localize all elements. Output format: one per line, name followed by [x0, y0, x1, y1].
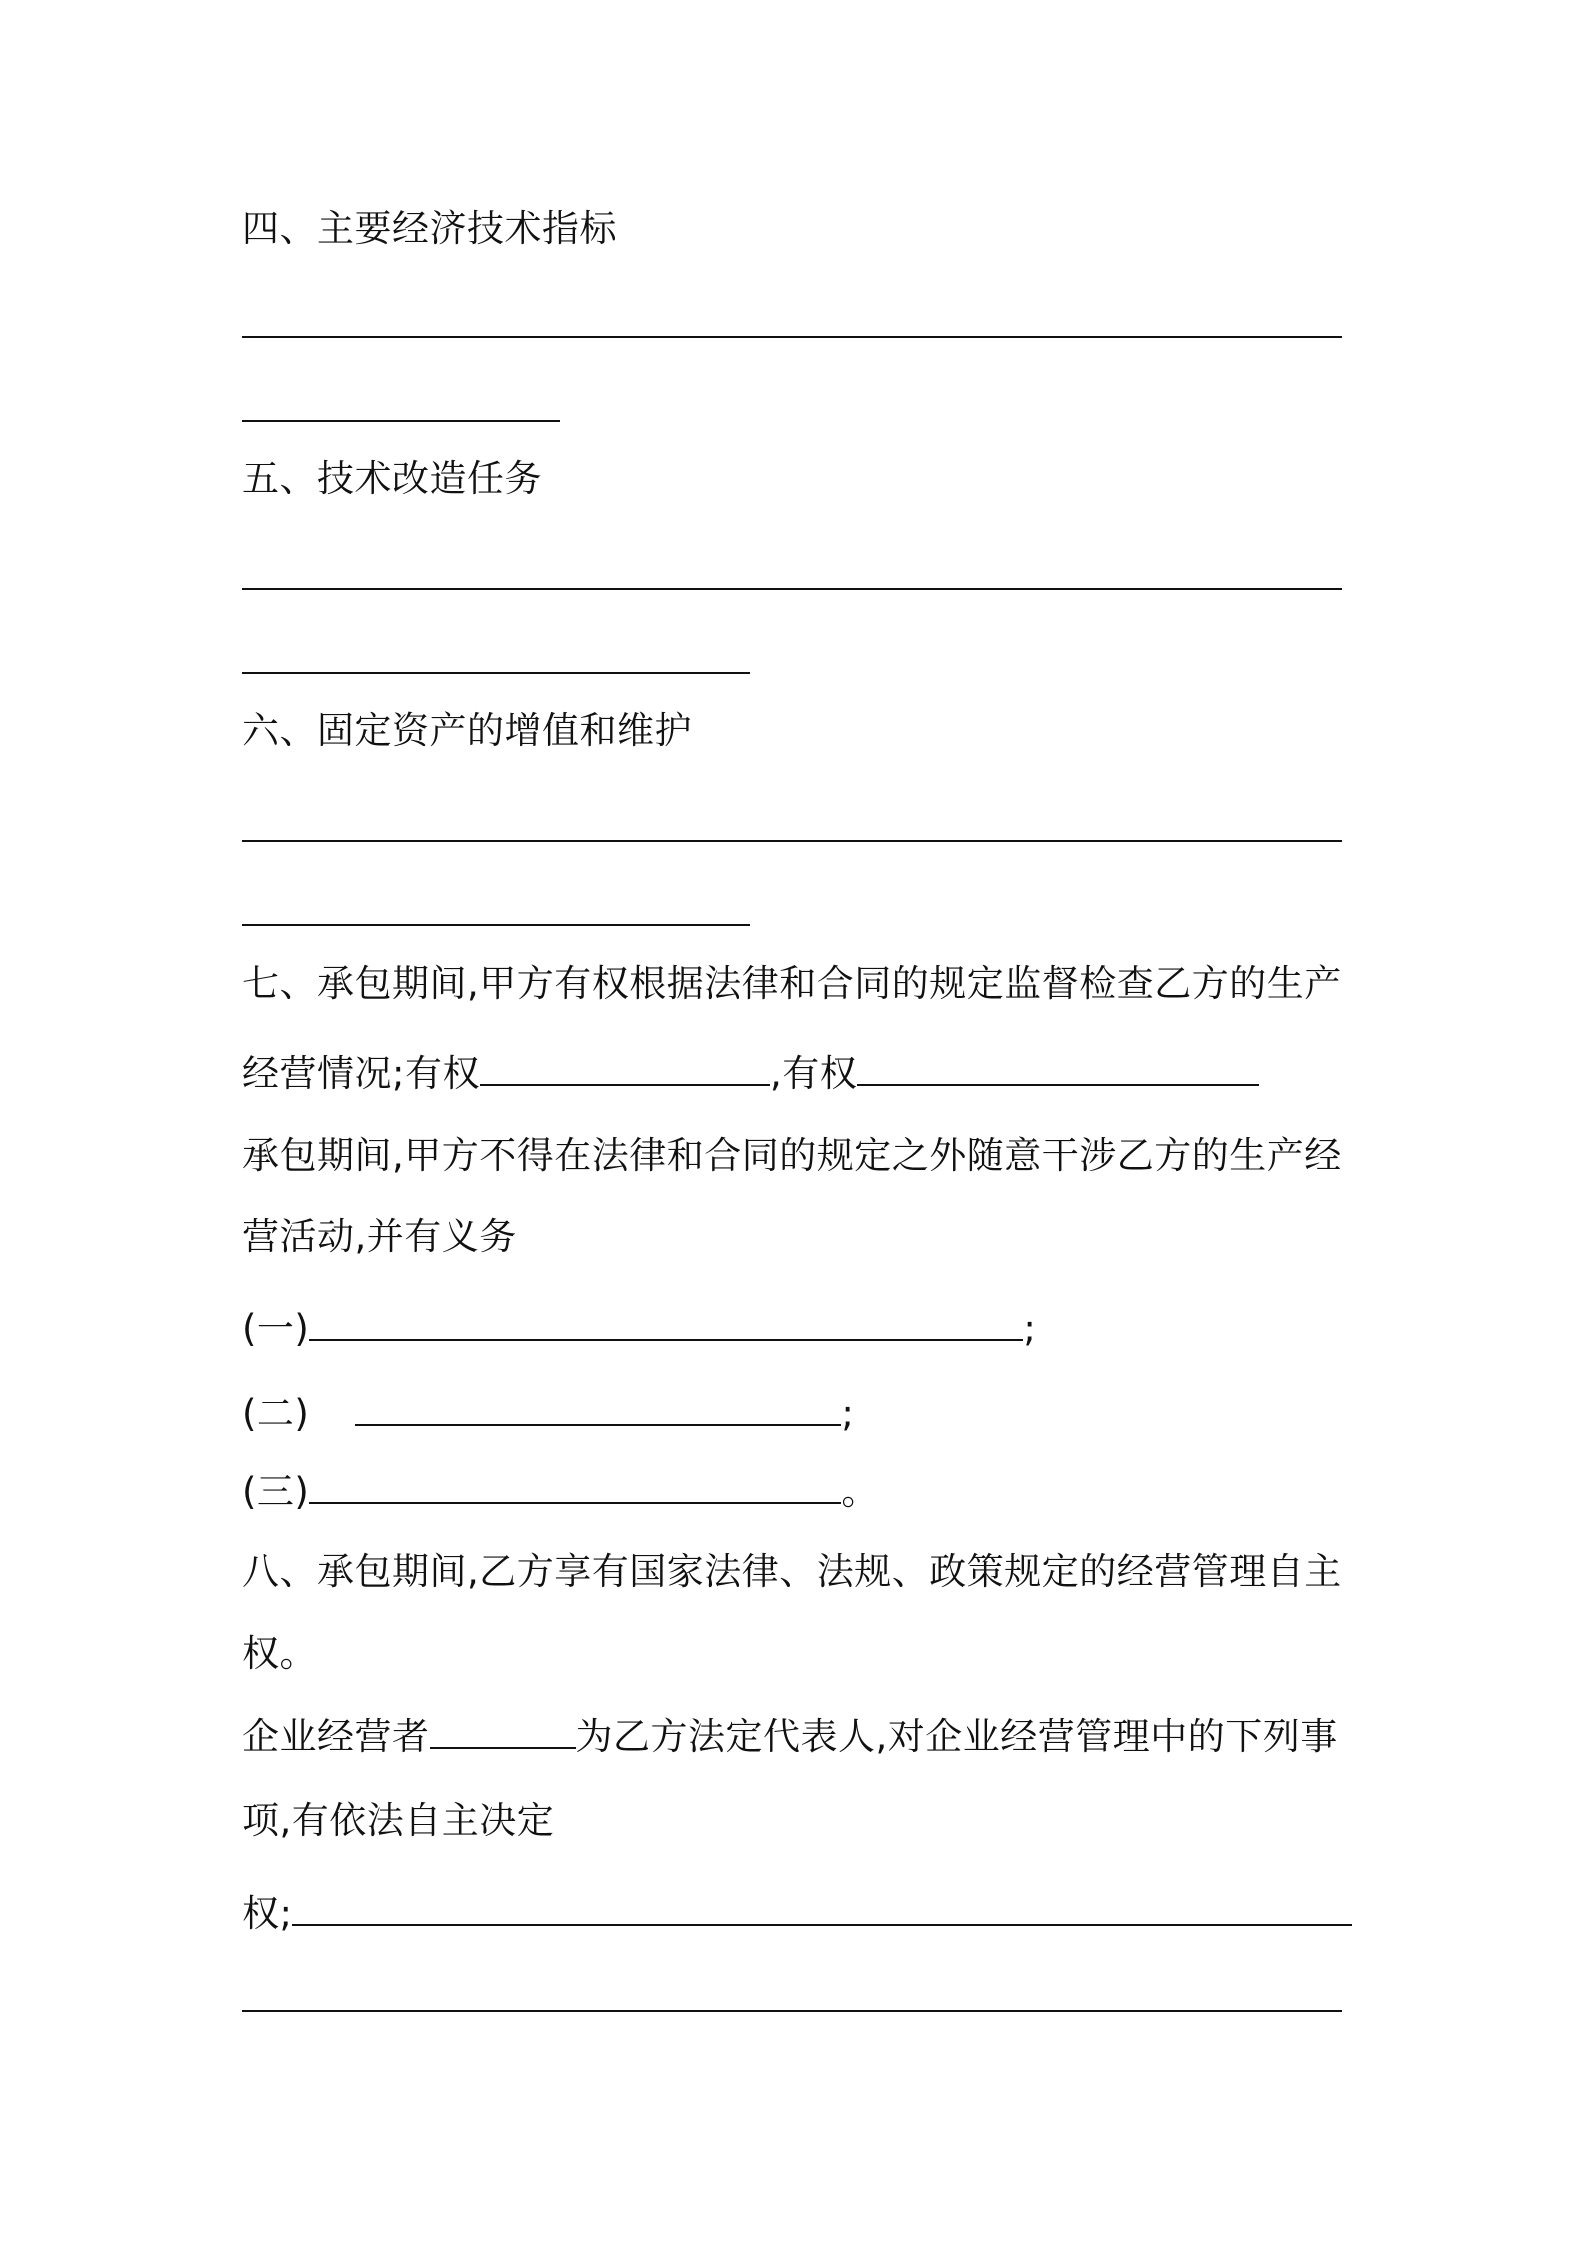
- section-4-blank-line-2: [242, 420, 560, 422]
- section-7-line-4: 营活动,并有义务: [242, 1215, 517, 1258]
- section-8-blank-line-1: [292, 1894, 1352, 1926]
- section-7-line-3: 承包期间,甲方不得在法律和合同的规定之外随意干涉乙方的生产经: [242, 1134, 1342, 1177]
- item-1-prefix: (一): [242, 1307, 310, 1350]
- item-2-prefix: (二): [242, 1392, 310, 1435]
- section-7-item-1: [242, 1305, 1036, 1353]
- section-6-heading: 六、固定资产的增值和维护: [242, 709, 692, 752]
- item-1-blank: [309, 1309, 1023, 1341]
- item-3-blank: [309, 1472, 841, 1504]
- section-8-line-4: 项,有依法自主决定: [242, 1799, 555, 1842]
- item-2-blank: [355, 1394, 841, 1426]
- section-7-line-2-text-b: ,有权: [769, 1052, 858, 1095]
- section-8-blank-line-2: [242, 2010, 1342, 2012]
- item-3-suffix: 。: [841, 1470, 879, 1513]
- section-7-line-2: [242, 1050, 1259, 1098]
- section-8-line-1: 八、承包期间,乙方享有国家法律、法规、政策规定的经营管理自主: [242, 1550, 1342, 1593]
- operator-name-blank: [430, 1717, 576, 1749]
- item-2-suffix: ;: [841, 1392, 855, 1435]
- section-8-line-5-text-a: 权;: [242, 1892, 293, 1935]
- section-6-blank-line-2: [242, 924, 750, 926]
- section-7-line-1: 七、承包期间,甲方有权根据法律和合同的规定监督检查乙方的生产: [242, 962, 1342, 1005]
- section-8-line-5: [242, 1890, 1352, 1938]
- section-4-blank-line-1: [242, 336, 1342, 338]
- section-5-heading: 五、技术改造任务: [242, 457, 542, 500]
- item-1-suffix: ;: [1023, 1307, 1037, 1350]
- section-8-line-3-text-b: 为乙方法定代表人,对企业经营管理中的下列事: [575, 1715, 1338, 1758]
- section-8-line-2: 权。: [242, 1632, 317, 1675]
- section-7-item-3: [242, 1468, 879, 1516]
- section-7-blank-right-1: [480, 1054, 770, 1086]
- section-5-blank-line-1: [242, 588, 1342, 590]
- section-8-line-3: [242, 1713, 1338, 1761]
- section-8-line-3-text-a: 企业经营者: [242, 1715, 430, 1758]
- section-6-blank-line-1: [242, 840, 1342, 842]
- section-5-blank-line-2: [242, 672, 750, 674]
- section-7-line-2-text-a: 经营情况;有权: [242, 1052, 480, 1095]
- section-7-item-2: [242, 1390, 854, 1438]
- section-4-heading: 四、主要经济技术指标: [242, 207, 617, 250]
- section-7-blank-right-2: [857, 1054, 1259, 1086]
- item-3-prefix: (三): [242, 1470, 310, 1513]
